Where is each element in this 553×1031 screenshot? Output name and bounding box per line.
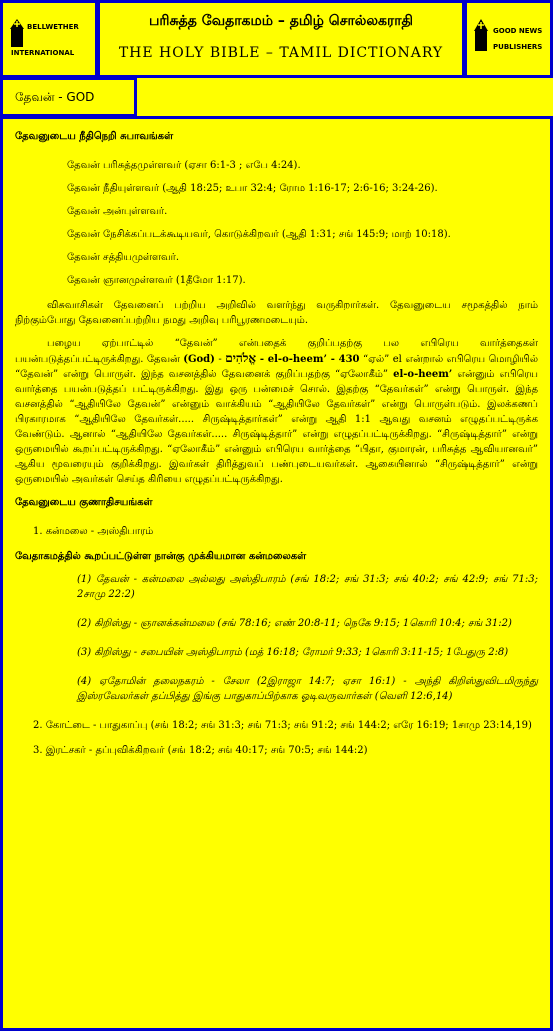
list-item [67, 273, 538, 288]
list-item [67, 250, 538, 265]
list-item: (1) தேவன் - கன்மலை அல்லது அஸ்திபாரம் (சங் 18:2; சங் 31:3; சங் 40:2; சங் 42:9; சங் 71:3; 2சாமு 22:2) [77, 574, 538, 600]
paragraph-1: விசுவாசிகள் தேவனைப் பற்றிய அறிவில் வளர்ந்து வருகிறார்கள். தேவனுடைய சமூகத்தில் நாம் நிற்கும்போது தேவனைப்பற்றிய நமது அறிவு பரிபூரணமடையும். [15, 300, 538, 326]
section2-heading: தேவனுடைய குணாதிசயங்கள் [15, 497, 153, 508]
list-item: (3) கிறிஸ்து - சபையின் அஸ்திபாரம் (மத் 16:18; ரோமர் 9:33; 1கொரி 3:11-15; 1பேதுரு 2:8) [77, 647, 509, 658]
para2-text: “ஏல்” el என்றால் எபிரெய மொழியில் “தேவன்” என்று பொருள். இந்த வசனத்தில் தேவனைக் குறிப்பதற்கு “ஏலோகீம்” [15, 354, 538, 380]
para2-sep: - [214, 354, 226, 365]
list-item [67, 227, 538, 242]
subheading: வேதாகமத்தில் கூறப்பட்டுள்ள நான்கு முக்கியமான கன்மலைகள் [15, 551, 307, 562]
section1-heading: தேவனுடைய நீதிநெறி சுபாவங்கள் [15, 131, 174, 142]
paragraph-2 [15, 336, 538, 487]
logo-line2: PUBLISHERS [493, 43, 543, 51]
list-item [67, 204, 538, 219]
list-item [67, 158, 538, 173]
list-item-text: தேவன் பரிசுத்தமுள்ளவர் (ஏசா 6:1-3 ; எபே 4:24). [67, 160, 301, 171]
logo-line1: BELLWETHER [27, 23, 79, 31]
hebrew-word: אֱלֹהִים [225, 351, 257, 365]
list-item: (4) ஏதோமின் தலைநகரம் - சேலா (2இராஜா 14:7; ஏசா 16:1) - அந்தி கிறிஸ்துவிடமிருந்து இஸ்ரவேலர்கள் தப்பித்து இங்கு பாதுகாப்பிற்காக ஓடிவருவார்கள் (வெளி 12:6,14) [77, 676, 538, 702]
list-item [67, 181, 538, 196]
content-box [0, 116, 553, 1031]
title-box [97, 0, 465, 78]
logo-line1: GOOD NEWS [493, 27, 543, 35]
list-item: 3. இரட்சகர் - தப்புவிக்கிறவர் (சங் 18:2; சங் 40:17; சங் 70:5; சங் 144:2) [33, 745, 368, 756]
transliteration: - el-o-heem’ - 430 [256, 354, 360, 365]
list-item: (2) கிறிஸ்து - ஞானக்கன்மலை (சங் 78:16; எண் 20:8-11; நெகே 9:15; 1கொரி 10:4; சங் 31:2) [77, 618, 512, 629]
list-item-text: தேவன் ஞானமுள்ளவர் (1தீமோ 1:17). [67, 275, 246, 286]
para2-text: பழைய ஏற்பாட்டில் “தேவன்” என்பதைக் குறிப்பதற்கு பல எபிரெய வார்த்தைகள் பயன்படுத்தப்பட்டிருக்கிறது. தேவன் [15, 338, 538, 365]
list-item-text: தேவன் சத்தியமுள்ளவர். [67, 252, 180, 263]
good-news-logo [464, 0, 553, 78]
bible-building-icon [473, 19, 489, 53]
para2-text: என்னும் எபிரெய வார்த்தை பயன்படுத்தப் பட்டிருக்கிறது. இது ஒரு பன்மைச் சொல். இதற்கு “தேவர்கள்” என்று பொருள். இந்த வசனத்தில் “ஆதியிலே தேவன்” என்னும் வாக்கியம் “ஆதியிலே தேவர்கள்” என்று பொருள்படும். இலக்கணப் பிரகாரமாக “ஆதியிலே தேவர்கள்..... சிருஷ்டித்தார்கள்” என்று ஆதி 1:1 ஆவது வசனம் எழுதப்பட்டிருக்க வேண்டும். ஆனால் “ஆதியிலே தேவர்கள்..... சிருஷ்டித்தார்” என்று எழுதப்பட்டிருக்கிறது. “சிருஷ்டித்தார்” என்று ஒருமையில் கூறப்பட்டிருக்கிறது. “ஏலோகீம்” என்னும் எபிரெய வார்த்தை “பிதா, குமாரன், பரிசுத்த ஆவியானவர்” ஆகிய மூவரையும் குறிக்கிறது. இவர்கள் திரித்துவப் பண்புடையவர்கள். ஆகையினால் “சிருஷ்டித்தார்” என்று ஒருமையில் அவர்கள் செய்த கிரியை எழுதப்பட்டிருக்கிறது. [15, 369, 539, 485]
transliteration: el-o-heem’ [393, 369, 453, 380]
section1-list [15, 158, 538, 288]
title-tamil: பரிசுத்த வேதாகமம் – தமிழ் சொல்லகராதி [149, 13, 413, 29]
header [0, 0, 553, 78]
title-english: THE HOLY BIBLE – TAMIL DICTIONARY [118, 45, 444, 61]
god-term: (God) [183, 354, 215, 365]
list-item-text: தேவன் நீதியுள்ளவர் (ஆதி 18:25; உபா 32:4; ரோம 1:16-17; 2:6-16; 3:24-26). [67, 183, 438, 194]
list-item: 1. கன்மலை - அஸ்திபாரம் [33, 526, 154, 537]
list-item-text: தேவன் நேசிக்கப்படக்கூடியவர், கொடுக்கிறவர் (ஆதி 1:31; சங் 145:9; மாற் 10:18). [67, 229, 451, 240]
list-item: 2. கோட்டை - பாதுகாப்பு (சங் 18:2; சங் 31:3; சங் 71:3; சங் 91:2; சங் 144:2; எரே 16:19; 1சாமு 23:14,19) [33, 720, 532, 731]
bible-building-icon [9, 19, 25, 49]
bellwether-logo [0, 0, 98, 78]
content-inner [15, 129, 538, 768]
logo-line2: INTERNATIONAL [11, 49, 75, 57]
topic-label: தேவன் - GOD [0, 77, 137, 117]
list-item-text: தேவன் அன்புள்ளவர். [67, 206, 168, 217]
